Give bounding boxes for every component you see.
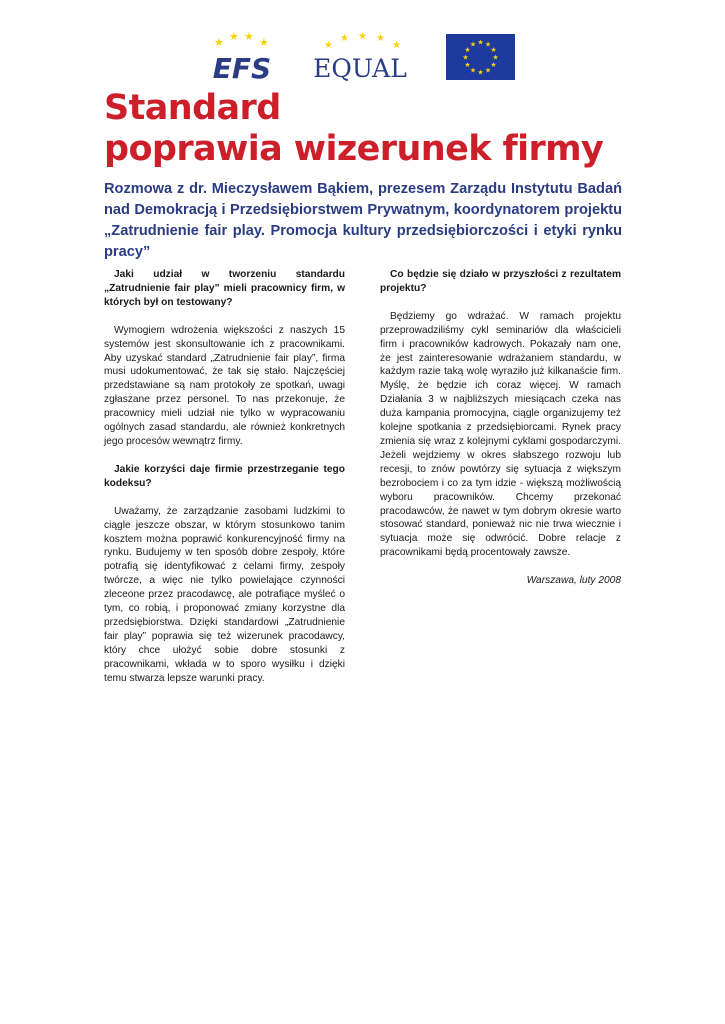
svg-text:★: ★ xyxy=(484,66,492,75)
svg-text:★: ★ xyxy=(214,36,224,49)
svg-text:★: ★ xyxy=(464,46,471,54)
svg-text:★: ★ xyxy=(477,68,484,77)
answer-3: Będziemy go wdrażać. W ramach projektu przeprowadziliśmy cykl seminariów dla właścicieli firm i pracowników kadrowych. Pokazały nam one, że jest zainteresowanie wdrażaniem standardu, w każdym razie taką wolę wyraziło już kilkanaście firm. Myślę, że będzie ich coraz więcej. W ramach Działania 3 w najbliższych miesiącach czeka nas duża kampania promocyjna, ciągle organizujemy też kolejne spotkania z przedsiębiorcami. Rynek pracy zmienia się wraz z kolejnymi cyklami gospodarczymi. Jeżeli wejdziemy w okres słabszego rozwoju lub recesji, to znów powtórzy się sytuacja z większym bezrobociem i co za tym idzie - większą możliwością wyboru pracowników. Chcemy przekonać pracodawców, że nawet w tym dobrym okresie warto stosować standard, ponieważ nic nie trwa wiecznie i sytuacja może się odwrócić. Dobre relacje z pracownikami będą procentowały zawsze. xyxy=(380,310,621,559)
svg-text:★: ★ xyxy=(229,30,239,43)
article-lead: Rozmowa z dr. Mieczysławem Bąkiem, prezesem Zarządu Instytutu Badań nad Demokracją i Przedsiębiorstwem Prywatnym, koordynatorem projektu „Zatrudnienie fair play. Promocja kultury przedsiębiorczości i etyki rynku pracy” xyxy=(104,181,622,260)
svg-text:★: ★ xyxy=(340,33,349,44)
left-column xyxy=(104,268,345,699)
svg-text:★: ★ xyxy=(462,53,469,62)
svg-text:★: ★ xyxy=(490,61,497,69)
equal-logo xyxy=(310,30,410,82)
title-line-1: Standard xyxy=(104,88,281,128)
equal-logo-text: EQUAL xyxy=(313,54,407,82)
answer-1: Wymogiem wdrożenia większości z naszych 15 systemów jest skonsultowanie ich z pracownikami. Aby uzyskać standard „Zatrudnienie fair play”, firma musi udokumentować, że tak się stało. Najczęściej przedstawiane są nam protokoły ze spotkań, uwagi zgłaszane przez personel. To nas przekonuje, że pracownicy mieli udział nie tylko w wypracowaniu ogólnych zasad standardu, ale również konkretnych jego procesów wewnątrz firmy. xyxy=(104,324,345,447)
question-1: Jaki udział w tworzeniu standardu „Zatrudnienie fair play” mieli pracownicy firm, w których był on testowany? xyxy=(104,269,345,308)
efs-logo xyxy=(204,30,280,82)
svg-text:★: ★ xyxy=(477,38,484,47)
signature: Warszawa, luty 2008 xyxy=(526,575,621,587)
svg-text:★: ★ xyxy=(259,36,269,49)
svg-text:★: ★ xyxy=(464,61,471,69)
svg-text:★: ★ xyxy=(324,40,333,51)
logo-bar xyxy=(0,30,725,85)
svg-text:★: ★ xyxy=(469,66,477,75)
svg-text:★: ★ xyxy=(376,33,385,44)
answer-2: Uważamy, że zarządzanie zasobami ludzkimi to ciągle jeszcze obszar, w którym stosunkowo tanim kosztem można poprawić konkurencyjność firmy na rynku. Budujemy w ten sposób dobre zespoły, które potrafią się identyfikować z celami firmy, zespoły twórcze, a więc nie tylko powielające czynności zleceone przez pracodawcę, ale potrafiące myśleć o tym, co robią, i proponować zmiany korzystne dla przedsiębiorstwa. Dzięki standardowi „Zatrudnienie fair play” poprawia się też wizerunek pracodawcy, który chce ułożyć sobie dobre stosunki z pracownikami, wkłada w to sporo wysiłku i dzięki temu stwarza lepsze warunki pracy. xyxy=(104,505,345,684)
title-line-2: poprawia wizerunek firmy xyxy=(104,129,604,169)
eu-flag-icon xyxy=(446,34,515,80)
svg-text:★: ★ xyxy=(490,46,497,54)
svg-text:★: ★ xyxy=(244,30,254,43)
article-title xyxy=(104,88,664,170)
svg-text:★: ★ xyxy=(358,31,367,42)
right-column xyxy=(380,268,621,588)
svg-text:★: ★ xyxy=(484,40,492,49)
question-2: Jakie korzyści daje firmie przestrzeganie tego kodeksu? xyxy=(104,463,345,489)
svg-text:★: ★ xyxy=(492,53,499,62)
svg-text:★: ★ xyxy=(469,40,477,49)
question-3: Co będzie się działo w przyszłości z rezultatem projektu? xyxy=(380,269,621,294)
efs-logo-text: EFS xyxy=(212,52,272,82)
svg-text:★: ★ xyxy=(392,40,401,51)
